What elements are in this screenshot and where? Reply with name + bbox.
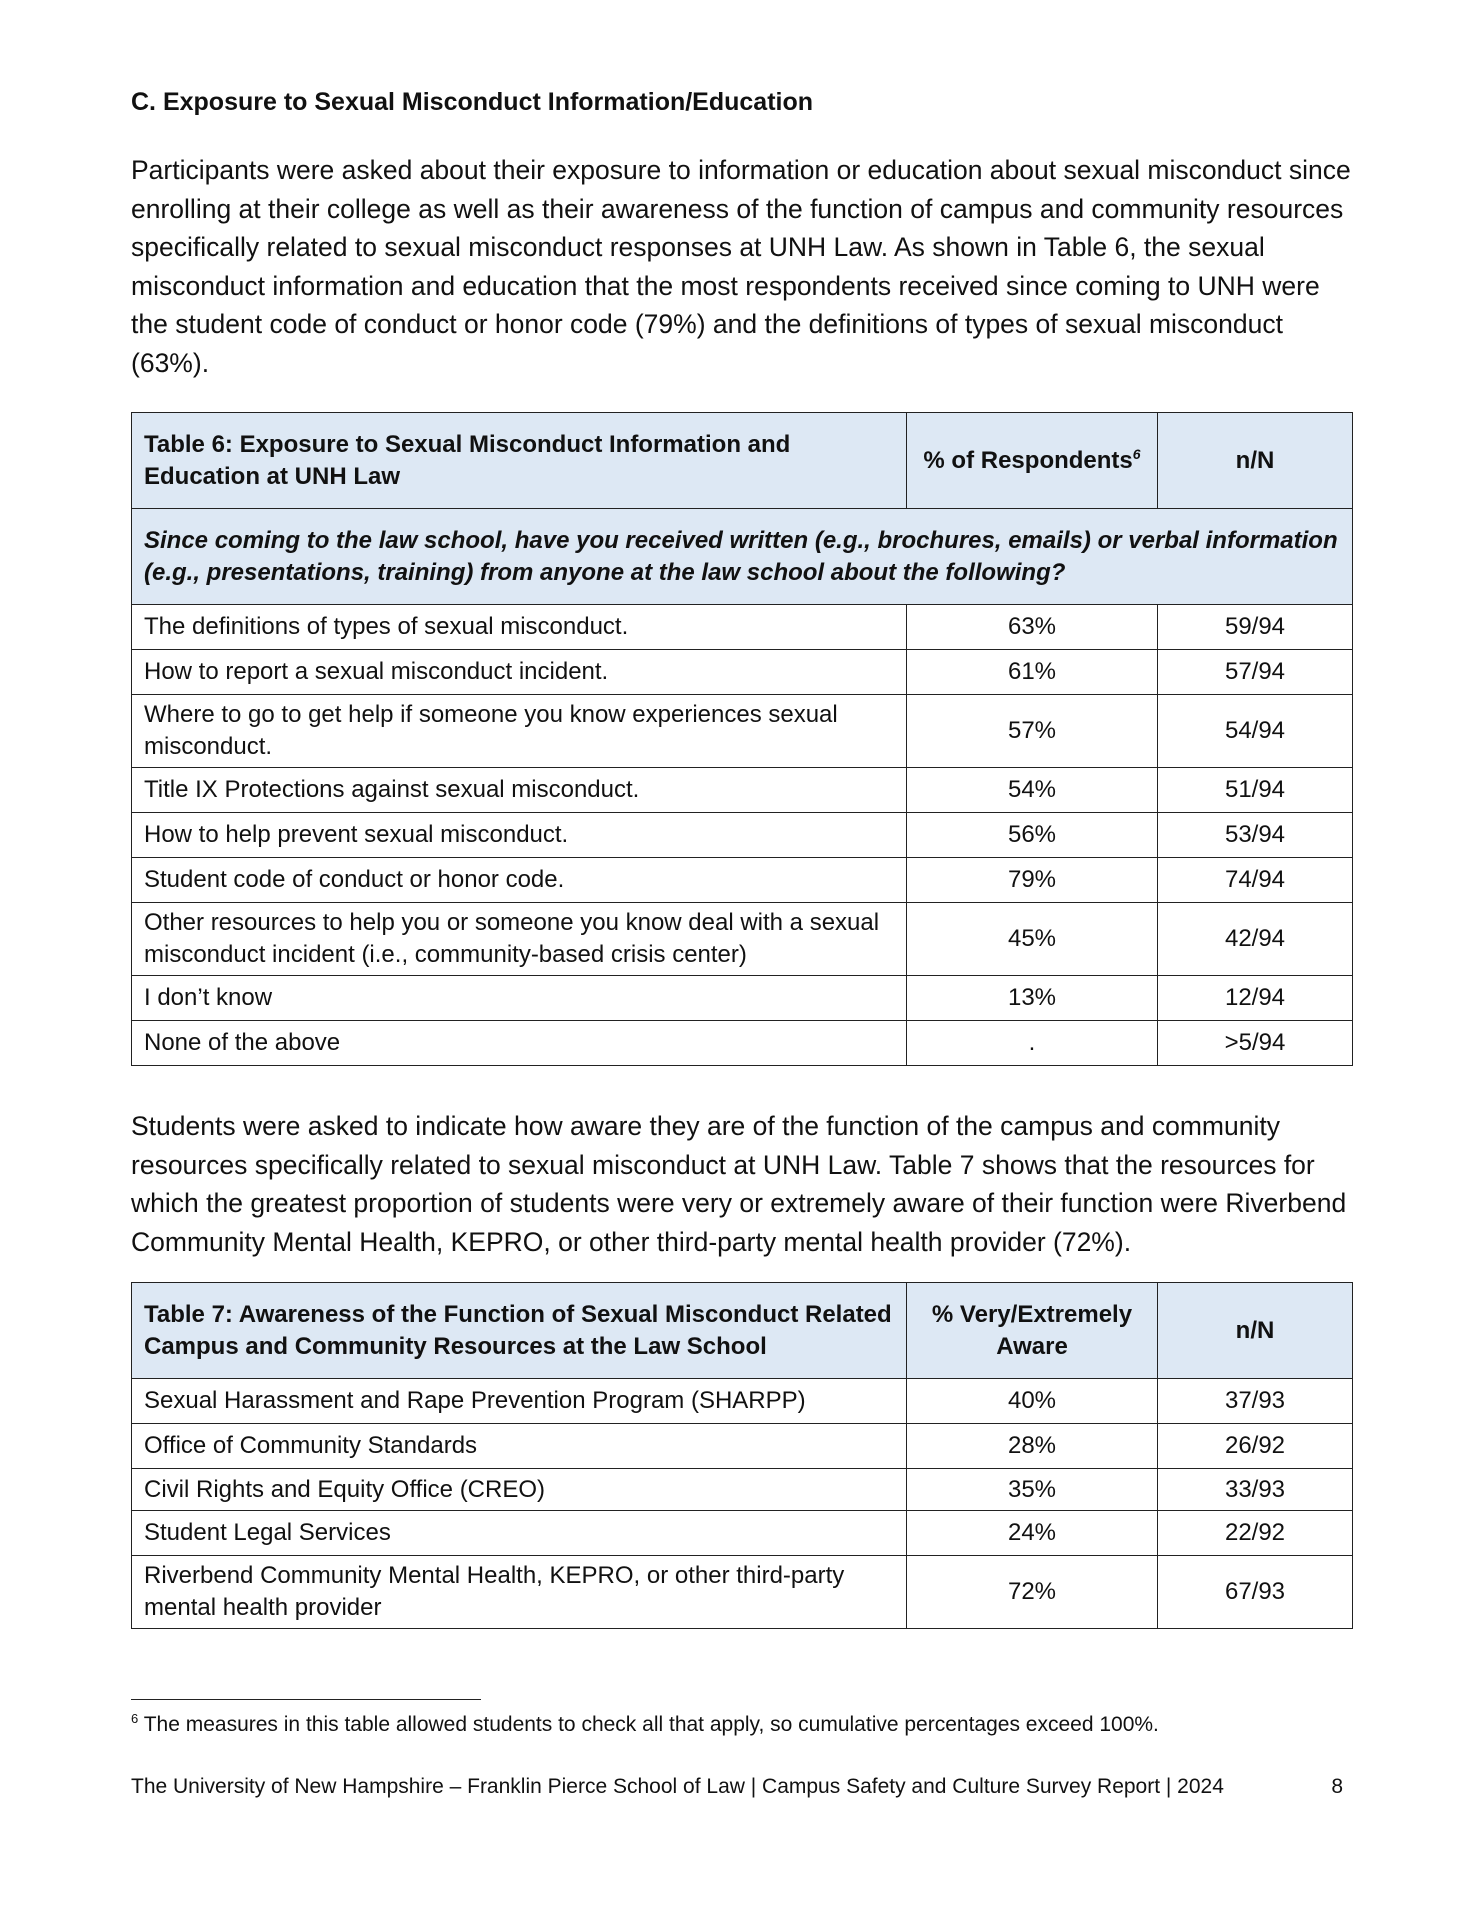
footnote-number: 6 xyxy=(131,1711,139,1726)
table-row xyxy=(132,1511,1353,1556)
table-6-prompt: Since coming to the law school, have you received written (e.g., brochures, emails) or verbal information (e.g., presentations, training) from anyone at the law school about the following? xyxy=(132,509,1353,605)
table-7-col-n: n/N xyxy=(1158,1283,1353,1379)
table-row xyxy=(132,768,1353,813)
row-pct: 35% xyxy=(907,1469,1158,1511)
table-7 xyxy=(131,1282,1353,1629)
row-label: Where to go to get help if someone you know experiences sexual misconduct. xyxy=(132,695,907,768)
row-label: How to report a sexual misconduct incident. xyxy=(132,650,907,695)
row-pct: 28% xyxy=(907,1424,1158,1469)
row-pct: 57% xyxy=(907,695,1158,768)
footer-text: The University of New Hampshire – Franklin Pierce School of Law | Campus Safety and Culture Survey Report | 2024 xyxy=(131,1775,1224,1798)
table-row xyxy=(132,813,1353,858)
row-pct: 79% xyxy=(907,858,1158,903)
page-footer xyxy=(131,1775,1353,1799)
row-label: The definitions of types of sexual misconduct. xyxy=(132,605,907,650)
table-row xyxy=(132,1469,1353,1511)
row-pct: 40% xyxy=(907,1379,1158,1424)
row-pct: 61% xyxy=(907,650,1158,695)
footnote-text: The measures in this table allowed students to check all that apply, so cumulative percentages exceed 100%. xyxy=(143,1713,1159,1736)
table-row xyxy=(132,1424,1353,1469)
row-pct: 45% xyxy=(907,903,1158,976)
row-n: 51/94 xyxy=(1158,768,1353,813)
table-6 xyxy=(131,412,1353,1066)
row-label: Other resources to help you or someone you know deal with a sexual misconduct incident (i.e., community-based crisis center) xyxy=(132,903,907,976)
row-n: 26/92 xyxy=(1158,1424,1353,1469)
row-pct: 72% xyxy=(907,1556,1158,1629)
row-pct: 63% xyxy=(907,605,1158,650)
row-n: 67/93 xyxy=(1158,1556,1353,1629)
footnote xyxy=(131,1713,1159,1737)
table-row xyxy=(132,695,1353,768)
table-row xyxy=(132,1556,1353,1629)
row-n: 53/94 xyxy=(1158,813,1353,858)
row-n: 74/94 xyxy=(1158,858,1353,903)
table-row xyxy=(132,1379,1353,1424)
table-6-col-pct-label: % of Respondents xyxy=(923,446,1133,474)
row-pct: 24% xyxy=(907,1511,1158,1556)
row-label: I don’t know xyxy=(132,976,907,1021)
row-n: >5/94 xyxy=(1158,1021,1353,1066)
table-row xyxy=(132,605,1353,650)
row-pct: 56% xyxy=(907,813,1158,858)
table-row xyxy=(132,1021,1353,1066)
row-n: 59/94 xyxy=(1158,605,1353,650)
row-label: Office of Community Standards xyxy=(132,1424,907,1469)
table-row xyxy=(132,903,1353,976)
row-n: 12/94 xyxy=(1158,976,1353,1021)
page-number: 8 xyxy=(1331,1775,1343,1798)
table-7-col-pct: % Very/Extremely Aware xyxy=(907,1283,1158,1379)
row-n: 54/94 xyxy=(1158,695,1353,768)
row-label: Student Legal Services xyxy=(132,1511,907,1556)
intro-paragraph: Participants were asked about their exposure to information or education about sexual misconduct since enrolling at their college as well as their awareness of the function of campus and community resources specifically related to sexual misconduct responses at UNH Law. As shown in Table 6, the sexual misconduct information and education that the most respondents received since coming to UNH were the student code of conduct or honor code (79%) and the definitions of types of sexual misconduct (63%). xyxy=(131,155,1351,378)
table-7-title: Table 7: Awareness of the Function of Sexual Misconduct Related Campus and Community Resources at the Law School xyxy=(132,1283,907,1379)
footnote-marker: 6 xyxy=(1132,445,1141,462)
row-n: 22/92 xyxy=(1158,1511,1353,1556)
table-row xyxy=(132,976,1353,1021)
row-n: 37/93 xyxy=(1158,1379,1353,1424)
awareness-paragraph: Students were asked to indicate how aware they are of the function of the campus and community resources specifically related to sexual misconduct at UNH Law. Table 7 shows that the resources for which the greatest proportion of students were very or extremely aware of their function were Riverbend Community Mental Health, KEPRO, or other third-party mental health provider (72%). xyxy=(131,1111,1347,1257)
table-row xyxy=(132,858,1353,903)
row-n: 57/94 xyxy=(1158,650,1353,695)
table-6-title: Table 6: Exposure to Sexual Misconduct Information and Education at UNH Law xyxy=(132,413,907,509)
row-label: How to help prevent sexual misconduct. xyxy=(132,813,907,858)
row-pct: 54% xyxy=(907,768,1158,813)
row-label: Sexual Harassment and Rape Prevention Program (SHARPP) xyxy=(132,1379,907,1424)
table-6-col-n: n/N xyxy=(1158,413,1353,509)
table-6-col-pct xyxy=(907,413,1158,509)
row-label: None of the above xyxy=(132,1021,907,1066)
section-heading: C. Exposure to Sexual Misconduct Information/Education xyxy=(131,88,814,116)
footnote-divider xyxy=(131,1699,481,1700)
row-label: Riverbend Community Mental Health, KEPRO, or other third-party mental health provider xyxy=(132,1556,907,1629)
table-row xyxy=(132,650,1353,695)
row-label: Civil Rights and Equity Office (CREO) xyxy=(132,1469,907,1511)
row-n: 42/94 xyxy=(1158,903,1353,976)
row-n: 33/93 xyxy=(1158,1469,1353,1511)
row-pct: . xyxy=(907,1021,1158,1066)
row-pct: 13% xyxy=(907,976,1158,1021)
row-label: Title IX Protections against sexual misconduct. xyxy=(132,768,907,813)
row-label: Student code of conduct or honor code. xyxy=(132,858,907,903)
